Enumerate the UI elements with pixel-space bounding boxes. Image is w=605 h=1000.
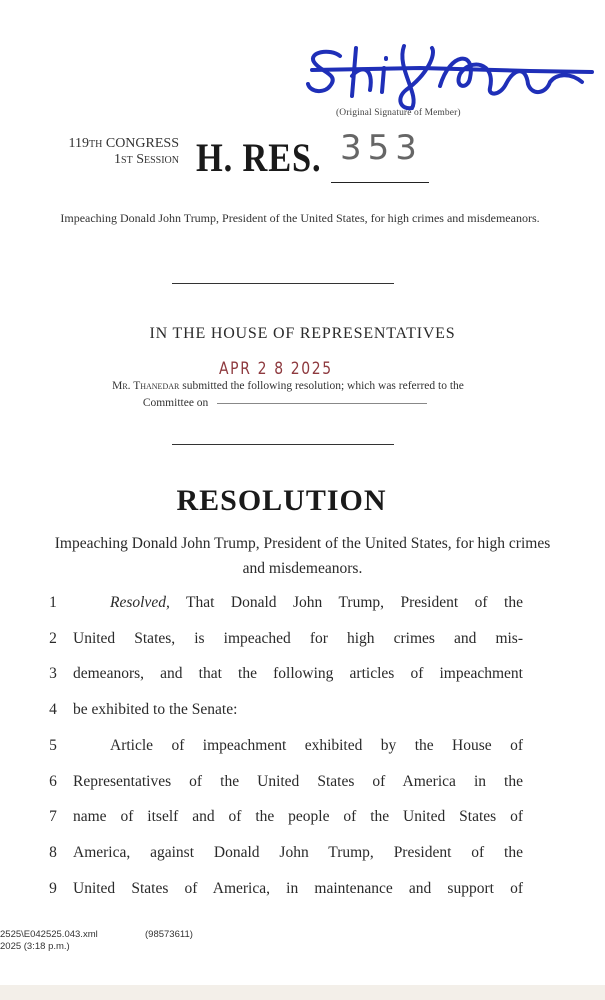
line-number: 5 (49, 737, 57, 754)
submission-text: submitted the following resolution; which was referred to the (182, 380, 464, 392)
resolution-summary: Impeaching Donald John Trump, President of the United States, for high crimes and misdemeanors. (54, 535, 551, 577)
line-text-body: That Donald John Trump, President of the (186, 594, 523, 611)
line-text: America, against Donald John Trump, President of the (73, 844, 523, 861)
session-label: 1st Session (114, 152, 179, 167)
line-text: demeanors, and that the following articles of impeachment (73, 665, 523, 682)
signature-block (300, 38, 600, 128)
committee-row (42, 395, 528, 412)
body-line (0, 665, 605, 695)
footer-code: (98573611) (145, 929, 193, 940)
line-text: United States, is impeached for high crimes and mis- (73, 630, 523, 647)
resolved-clause: Resolved, (110, 594, 170, 611)
line-number: 2 (49, 630, 57, 647)
line-text: be exhibited to the Senate: (73, 701, 238, 718)
divider-rule (172, 283, 394, 284)
body-line (0, 844, 605, 874)
congress-label: 119th CONGRESS (68, 136, 179, 151)
body-line (0, 880, 605, 910)
line-number: 1 (49, 594, 57, 611)
body-line (0, 701, 605, 731)
bill-summary: Impeaching Donald John Trump, President of the United States, for high crimes and misdemeanors. (60, 211, 540, 225)
line-number: 8 (49, 844, 57, 861)
body-line (0, 630, 605, 660)
line-number: 9 (49, 880, 57, 897)
line-text: Representatives of the United States of America in the (73, 773, 523, 790)
line-number: 7 (49, 808, 57, 825)
line-text: name of itself and of the people of the United States of (73, 808, 523, 825)
divider-rule (172, 444, 394, 445)
line-text: United States of America, in maintenance and support of (73, 880, 523, 897)
bill-number-underline (331, 182, 429, 183)
body-line (0, 808, 605, 838)
footer-file: 2525\E042525.043.xml (0, 929, 98, 940)
resolution-title: RESOLUTION (176, 484, 387, 517)
bill-number: 353 (340, 128, 423, 168)
committee-label: Committee on (142, 397, 209, 409)
footer-time: 2025 (3:18 p.m.) (0, 941, 70, 952)
line-text (110, 594, 523, 612)
date-stamp: APR 2 8 2025 (219, 359, 333, 379)
signature-caption: (Original Signature of Member) (336, 108, 461, 118)
committee-blank-line (217, 403, 427, 404)
bill-type: H. RES. (196, 135, 322, 180)
house-heading: IN THE HOUSE OF REPRESENTATIVES (149, 325, 456, 342)
submission-statement (48, 378, 528, 412)
line-text: Article of impeachment exhibited by the House of (110, 737, 523, 754)
line-number: 3 (49, 665, 57, 682)
signature-image (300, 38, 600, 113)
line-number: 4 (49, 701, 57, 718)
congress-session (44, 136, 179, 168)
body-line (0, 773, 605, 803)
body-line (0, 594, 605, 624)
sponsor-name: Mr. Thanedar (112, 380, 180, 392)
body-line (0, 737, 605, 767)
line-number: 6 (49, 773, 57, 790)
